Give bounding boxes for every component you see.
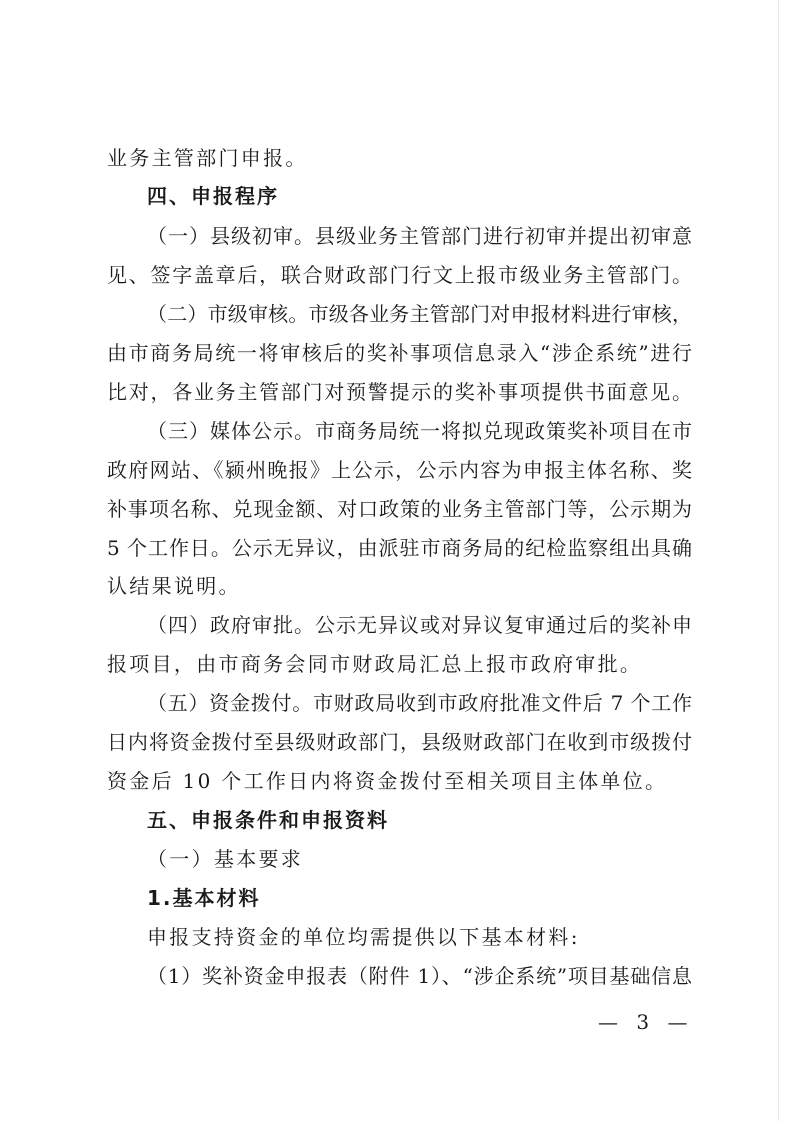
text-line-12: 认结果说明。 [107, 574, 241, 598]
text-line-7: 比对，各业务主管部门对预警提示的奖补事项提供书面意见。 [107, 380, 692, 404]
text-line-1: 业务主管部门申报。 [107, 146, 308, 170]
text-line-9: 政府网站、《颍州晚报》上公示，公示内容为申报主体名称、奖 [107, 458, 692, 482]
section-heading-5: 五、申报条件和申报资料 [147, 808, 389, 832]
text-line-5: （二）市级审核。市级各业务主管部门对申报材料进行审核， [147, 302, 692, 326]
text-line-11: 5 个工作日。公示无异议，由派驻市商务局的纪检监察组出具确 [107, 536, 692, 560]
text-line-17: 资金后 10 个工作日内将资金拨付至相关项目主体单位。 [107, 769, 668, 793]
text-line-14: 报项目，由市商务会同市财政局汇总上报市政府审批。 [107, 652, 643, 676]
section-heading-4: 四、申报程序 [147, 184, 279, 208]
text-line-3: （一）县级初审。县级业务主管部门进行初审并提出初审意 [147, 224, 692, 248]
text-line-4: 见、签字盖章后，联合财政部门行文上报市级业务主管部门。 [107, 263, 692, 287]
text-line-22: （1）奖补资金申报表（附件 1）、“涉企系统”项目基础信息 [147, 964, 692, 988]
text-line-8: （三）媒体公示。市商务局统一将拟兑现政策奖补项目在市 [147, 419, 692, 443]
subheading-basic-materials: 1.基本材料 [147, 886, 261, 910]
text-line-16: 日内将资金拨付至县级财政部门，县级财政部门在收到市级拨付 [107, 730, 692, 754]
text-line-13: （四）政府审批。公示无异议或对异议复审通过后的奖补申 [147, 613, 692, 637]
scan-edge-line [778, 0, 779, 1121]
text-line-21: 申报支持资金的单位均需提供以下基本材料: [147, 925, 580, 949]
page-number: — 3 — [598, 1010, 694, 1034]
text-line-6: 由市商务局统一将审核后的奖补事项信息录入“涉企系统”进行 [107, 341, 692, 365]
text-line-15: （五）资金拨付。市财政局收到市政府批准文件后 7 个工作 [147, 691, 692, 715]
text-line-10: 补事项名称、兑现金额、对口政策的业务主管部门等，公示期为 [107, 497, 692, 521]
subheading-basic-requirements: （一）基本要求 [147, 847, 304, 871]
